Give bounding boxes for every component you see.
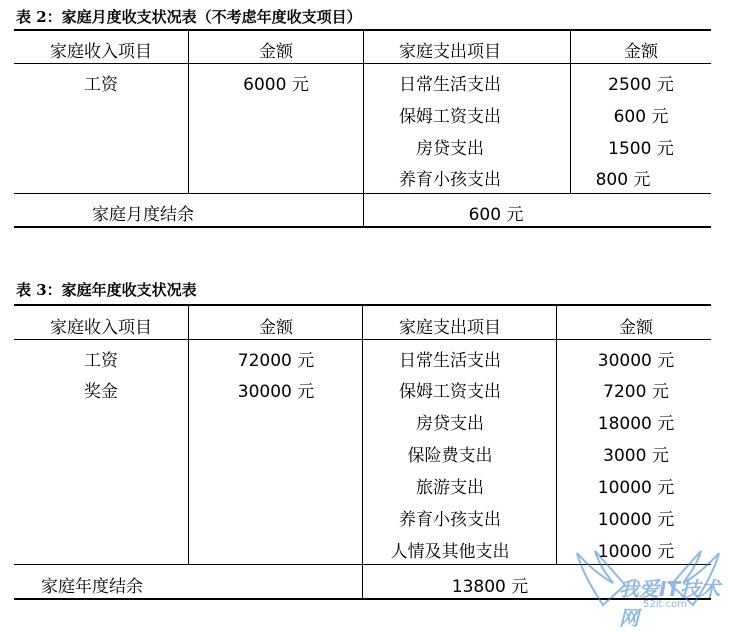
watermark-logo-text: 我爱IT技术网 — [619, 577, 721, 630]
table3-expense-item: 房贷支出 — [416, 414, 484, 434]
table3-expense-item: 养育小孩支出 — [399, 510, 501, 530]
table3-header-amount: 金额 — [619, 318, 653, 338]
table2-divider — [570, 31, 571, 193]
table2-expense-amount: 1500 元 — [608, 139, 674, 159]
table3-expense-item: 保险费支出 — [407, 446, 493, 466]
table2-expense-amount: 800 元 — [595, 170, 651, 190]
table3-expense-amount: 10000 元 — [597, 510, 675, 530]
table3-header-income: 家庭收入项目 — [50, 318, 152, 338]
table2-header-expense: 家庭支出项目 — [399, 42, 501, 62]
table3-expense-item: 日常生活支出 — [399, 351, 501, 371]
table2-divider — [188, 31, 189, 193]
site-watermark — [573, 545, 723, 630]
table3-divider — [188, 306, 189, 564]
table3-expense-amount: 10000 元 — [597, 478, 675, 498]
table2-divider — [363, 31, 364, 227]
table3-income-amount: 30000 元 — [237, 382, 315, 402]
table2-title: 表 2：家庭月度收支状况表（不考虑年度收支项目） — [16, 8, 362, 26]
table3-expense-amount: 10000 元 — [597, 542, 675, 562]
table3-title: 表 3：家庭年度收支状况表 — [16, 281, 197, 299]
table3-expense-amount: 7200 元 — [603, 382, 669, 402]
table3-expense-amount: 30000 元 — [597, 351, 675, 371]
table2-income-item: 工资 — [84, 75, 118, 95]
table2-balance-value: 600 元 — [468, 205, 524, 225]
table2-header-amount: 金额 — [259, 42, 293, 62]
table3-expense-amount: 3000 元 — [603, 446, 669, 466]
table3-income-item: 工资 — [84, 351, 118, 371]
table2-expense-amount: 2500 元 — [608, 75, 674, 95]
table2-expense-item: 房贷支出 — [416, 139, 484, 159]
table3-divider — [556, 306, 557, 564]
table2-expense-item: 日常生活支出 — [399, 75, 501, 95]
watermark-url: 52it.com — [643, 599, 687, 610]
table3-header-expense: 家庭支出项目 — [399, 318, 501, 338]
table2-balance-label: 家庭月度结余 — [92, 205, 194, 225]
table3-divider — [362, 306, 363, 599]
table3-balance-value: 13800 元 — [451, 577, 529, 597]
table2-header-income: 家庭收入项目 — [50, 42, 152, 62]
table3-expense-item: 保姆工资支出 — [399, 382, 501, 402]
table3-income-amount: 72000 元 — [237, 351, 315, 371]
table2-expense-item: 养育小孩支出 — [399, 170, 501, 190]
table2-expense-amount: 600 元 — [613, 107, 669, 127]
table2-expense-item: 保姆工资支出 — [399, 107, 501, 127]
table3-expense-amount: 18000 元 — [597, 414, 675, 434]
table2-income-amount: 6000 元 — [243, 75, 309, 95]
table2-header-amount: 金额 — [624, 42, 658, 62]
table3-expense-item: 旅游支出 — [416, 478, 484, 498]
table3-income-item: 奖金 — [84, 382, 118, 402]
table3-balance-label: 家庭年度结余 — [41, 577, 143, 597]
table3-expense-item: 人情及其他支出 — [390, 542, 510, 562]
table3-header-amount: 金额 — [259, 318, 293, 338]
